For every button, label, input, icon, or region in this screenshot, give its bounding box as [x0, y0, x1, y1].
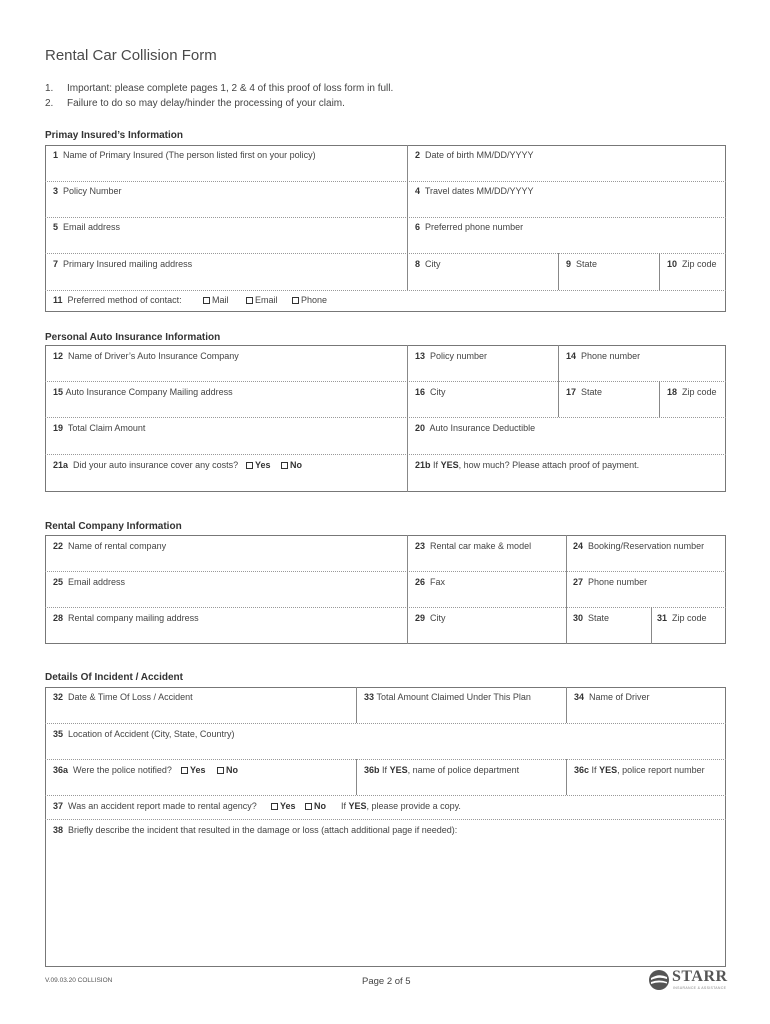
field-loss-datetime[interactable]: 32 Date & Time Of Loss / Accident — [53, 692, 193, 702]
starr-logo-icon — [648, 969, 670, 991]
field-rental-company-name[interactable]: 22 Name of rental company — [53, 541, 167, 551]
field-auto-insurer-name[interactable]: 12 Name of Driver’s Auto Insurance Company — [53, 351, 239, 361]
form-version: V.09.03.20 COLLISION — [45, 977, 113, 984]
field-auto-covered-amount[interactable]: 21b If YES, how much? Please attach proof of payment. — [415, 460, 640, 470]
logo-tagline: INSURANCE & ASSISTANCE — [673, 986, 727, 990]
instruction-2 — [45, 98, 345, 109]
field-date-of-birth[interactable]: 2 Date of birth MM/DD/YYYY — [415, 150, 534, 160]
col-divider — [407, 345, 408, 492]
checkbox-icon[interactable] — [292, 297, 299, 304]
field-auto-phone[interactable]: 14 Phone number — [566, 351, 641, 361]
field-rental-agency-report: 37 Was an accident report made to rental agency? — [53, 801, 257, 811]
field-auto-zip[interactable]: 18 Zip code — [667, 387, 717, 397]
field-contact-method: 11 Preferred method of contact: — [53, 295, 182, 305]
col-divider — [407, 145, 408, 290]
rental-company-box — [45, 535, 726, 644]
row-divider — [45, 795, 726, 796]
checkbox-icon[interactable] — [203, 297, 210, 304]
field-city[interactable]: 8 City — [415, 259, 441, 269]
field-phone[interactable]: 6 Preferred phone number — [415, 222, 524, 232]
field-booking-number[interactable]: 24 Booking/Reservation number — [573, 541, 705, 551]
field-rental-mailing-address[interactable]: 28 Rental company mailing address — [53, 613, 199, 623]
field-mailing-address[interactable]: 7 Primary Insured mailing address — [53, 259, 193, 269]
field-rental-zip[interactable]: 31 Zip code — [657, 613, 707, 623]
col-divider — [651, 607, 652, 644]
field-police-department[interactable]: 36b If YES, name of police department — [364, 765, 520, 775]
field-auto-covered-costs: 21a Did your auto insurance cover any costs? — [53, 460, 239, 470]
row-divider — [45, 253, 726, 254]
row-divider — [45, 417, 726, 418]
col-divider — [356, 687, 357, 723]
row-divider — [45, 381, 726, 382]
field-police-notified: 36a Were the police notified? — [53, 765, 172, 775]
checkbox-police-no[interactable]: No — [217, 765, 238, 775]
col-divider — [356, 759, 357, 795]
field-accident-location[interactable]: 35 Location of Accident (City, State, Country) — [53, 729, 235, 739]
field-zip[interactable]: 10 Zip code — [667, 259, 717, 269]
checkbox-icon[interactable] — [271, 803, 278, 810]
field-policy-number[interactable]: 3 Policy Number — [53, 186, 122, 196]
instruction-1 — [45, 83, 393, 94]
section-incident: Details Of Incident / Accident — [45, 672, 183, 683]
row-divider — [45, 290, 726, 291]
form-title: Rental Car Collision Form — [45, 47, 217, 64]
col-divider — [558, 253, 559, 290]
field-deductible[interactable]: 20 Auto Insurance Deductible — [415, 423, 536, 433]
section-rental-company: Rental Company Information — [45, 521, 182, 532]
page-number: Page 2 of 5 — [362, 976, 411, 987]
checkbox-icon[interactable] — [305, 803, 312, 810]
logo-wordmark: STARR — [672, 968, 728, 985]
field-rental-fax[interactable]: 26 Fax — [415, 577, 446, 587]
field-rental-city[interactable]: 29 City — [415, 613, 446, 623]
row-divider — [45, 571, 726, 572]
field-travel-dates[interactable]: 4 Travel dates MM/DD/YYYY — [415, 186, 534, 196]
checkbox-mail[interactable]: Mail — [203, 295, 229, 305]
col-divider — [659, 253, 660, 290]
checkbox-phone[interactable]: Phone — [292, 295, 327, 305]
report-copy-note: If YES, please provide a copy. — [341, 801, 461, 811]
field-total-claim[interactable]: 19 Total Claim Amount — [53, 423, 146, 433]
field-incident-description[interactable]: 38 Briefly describe the incident that resulted in the damage or loss (attach additional page if needed): — [53, 825, 458, 835]
field-auto-policy-number[interactable]: 13 Policy number — [415, 351, 488, 361]
checkbox-icon[interactable] — [246, 462, 253, 469]
row-divider — [45, 607, 726, 608]
col-divider — [566, 759, 567, 795]
col-divider — [566, 687, 567, 723]
section-auto-insurance: Personal Auto Insurance Information — [45, 332, 221, 343]
field-auto-city[interactable]: 16 City — [415, 387, 446, 397]
field-amount-claimed[interactable]: 33 Total Amount Claimed Under This Plan — [364, 692, 531, 702]
field-email[interactable]: 5 Email address — [53, 222, 121, 232]
field-rental-state[interactable]: 30 State — [573, 613, 610, 623]
checkbox-icon[interactable] — [246, 297, 253, 304]
row-divider — [45, 759, 726, 760]
instruction-text: Important: please complete pages 1, 2 & 4 of this proof of loss form in full. — [67, 83, 394, 94]
checkbox-police-yes[interactable]: Yes — [181, 765, 206, 775]
instruction-number: 2. — [45, 98, 54, 109]
row-divider — [45, 454, 726, 455]
field-police-report-number[interactable]: 36c If YES, police report number — [574, 765, 705, 775]
field-auto-mailing-address[interactable]: 15 Auto Insurance Company Mailing address — [53, 387, 233, 397]
instruction-text: Failure to do so may delay/hinder the processing of your claim. — [67, 98, 345, 109]
field-rental-car-model[interactable]: 23 Rental car make & model — [415, 541, 532, 551]
field-rental-phone[interactable]: 27 Phone number — [573, 577, 648, 587]
field-state[interactable]: 9 State — [566, 259, 598, 269]
section-primary-insured: Primay Insured’s Information — [45, 130, 183, 141]
checkbox-icon[interactable] — [181, 767, 188, 774]
field-auto-state[interactable]: 17 State — [566, 387, 603, 397]
col-divider — [407, 535, 408, 644]
checkbox-icon[interactable] — [217, 767, 224, 774]
field-driver-name[interactable]: 34 Name of Driver — [574, 692, 650, 702]
col-divider — [566, 535, 567, 644]
primary-insured-box — [45, 145, 726, 312]
checkbox-icon[interactable] — [281, 462, 288, 469]
checkbox-email[interactable]: Email — [246, 295, 278, 305]
row-divider — [45, 819, 726, 820]
row-divider — [45, 217, 726, 218]
checkbox-auto-yes[interactable]: Yes — [246, 460, 271, 470]
row-divider — [45, 181, 726, 182]
field-primary-name[interactable]: 1 Name of Primary Insured (The person listed first on your policy) — [53, 150, 316, 160]
row-divider — [45, 723, 726, 724]
checkbox-auto-no[interactable]: No — [281, 460, 302, 470]
col-divider — [659, 381, 660, 417]
checkbox-report-yes[interactable]: Yes — [271, 801, 296, 811]
checkbox-report-no[interactable]: No — [305, 801, 326, 811]
field-rental-email[interactable]: 25 Email address — [53, 577, 126, 587]
col-divider — [558, 345, 559, 417]
instruction-number: 1. — [45, 83, 54, 94]
